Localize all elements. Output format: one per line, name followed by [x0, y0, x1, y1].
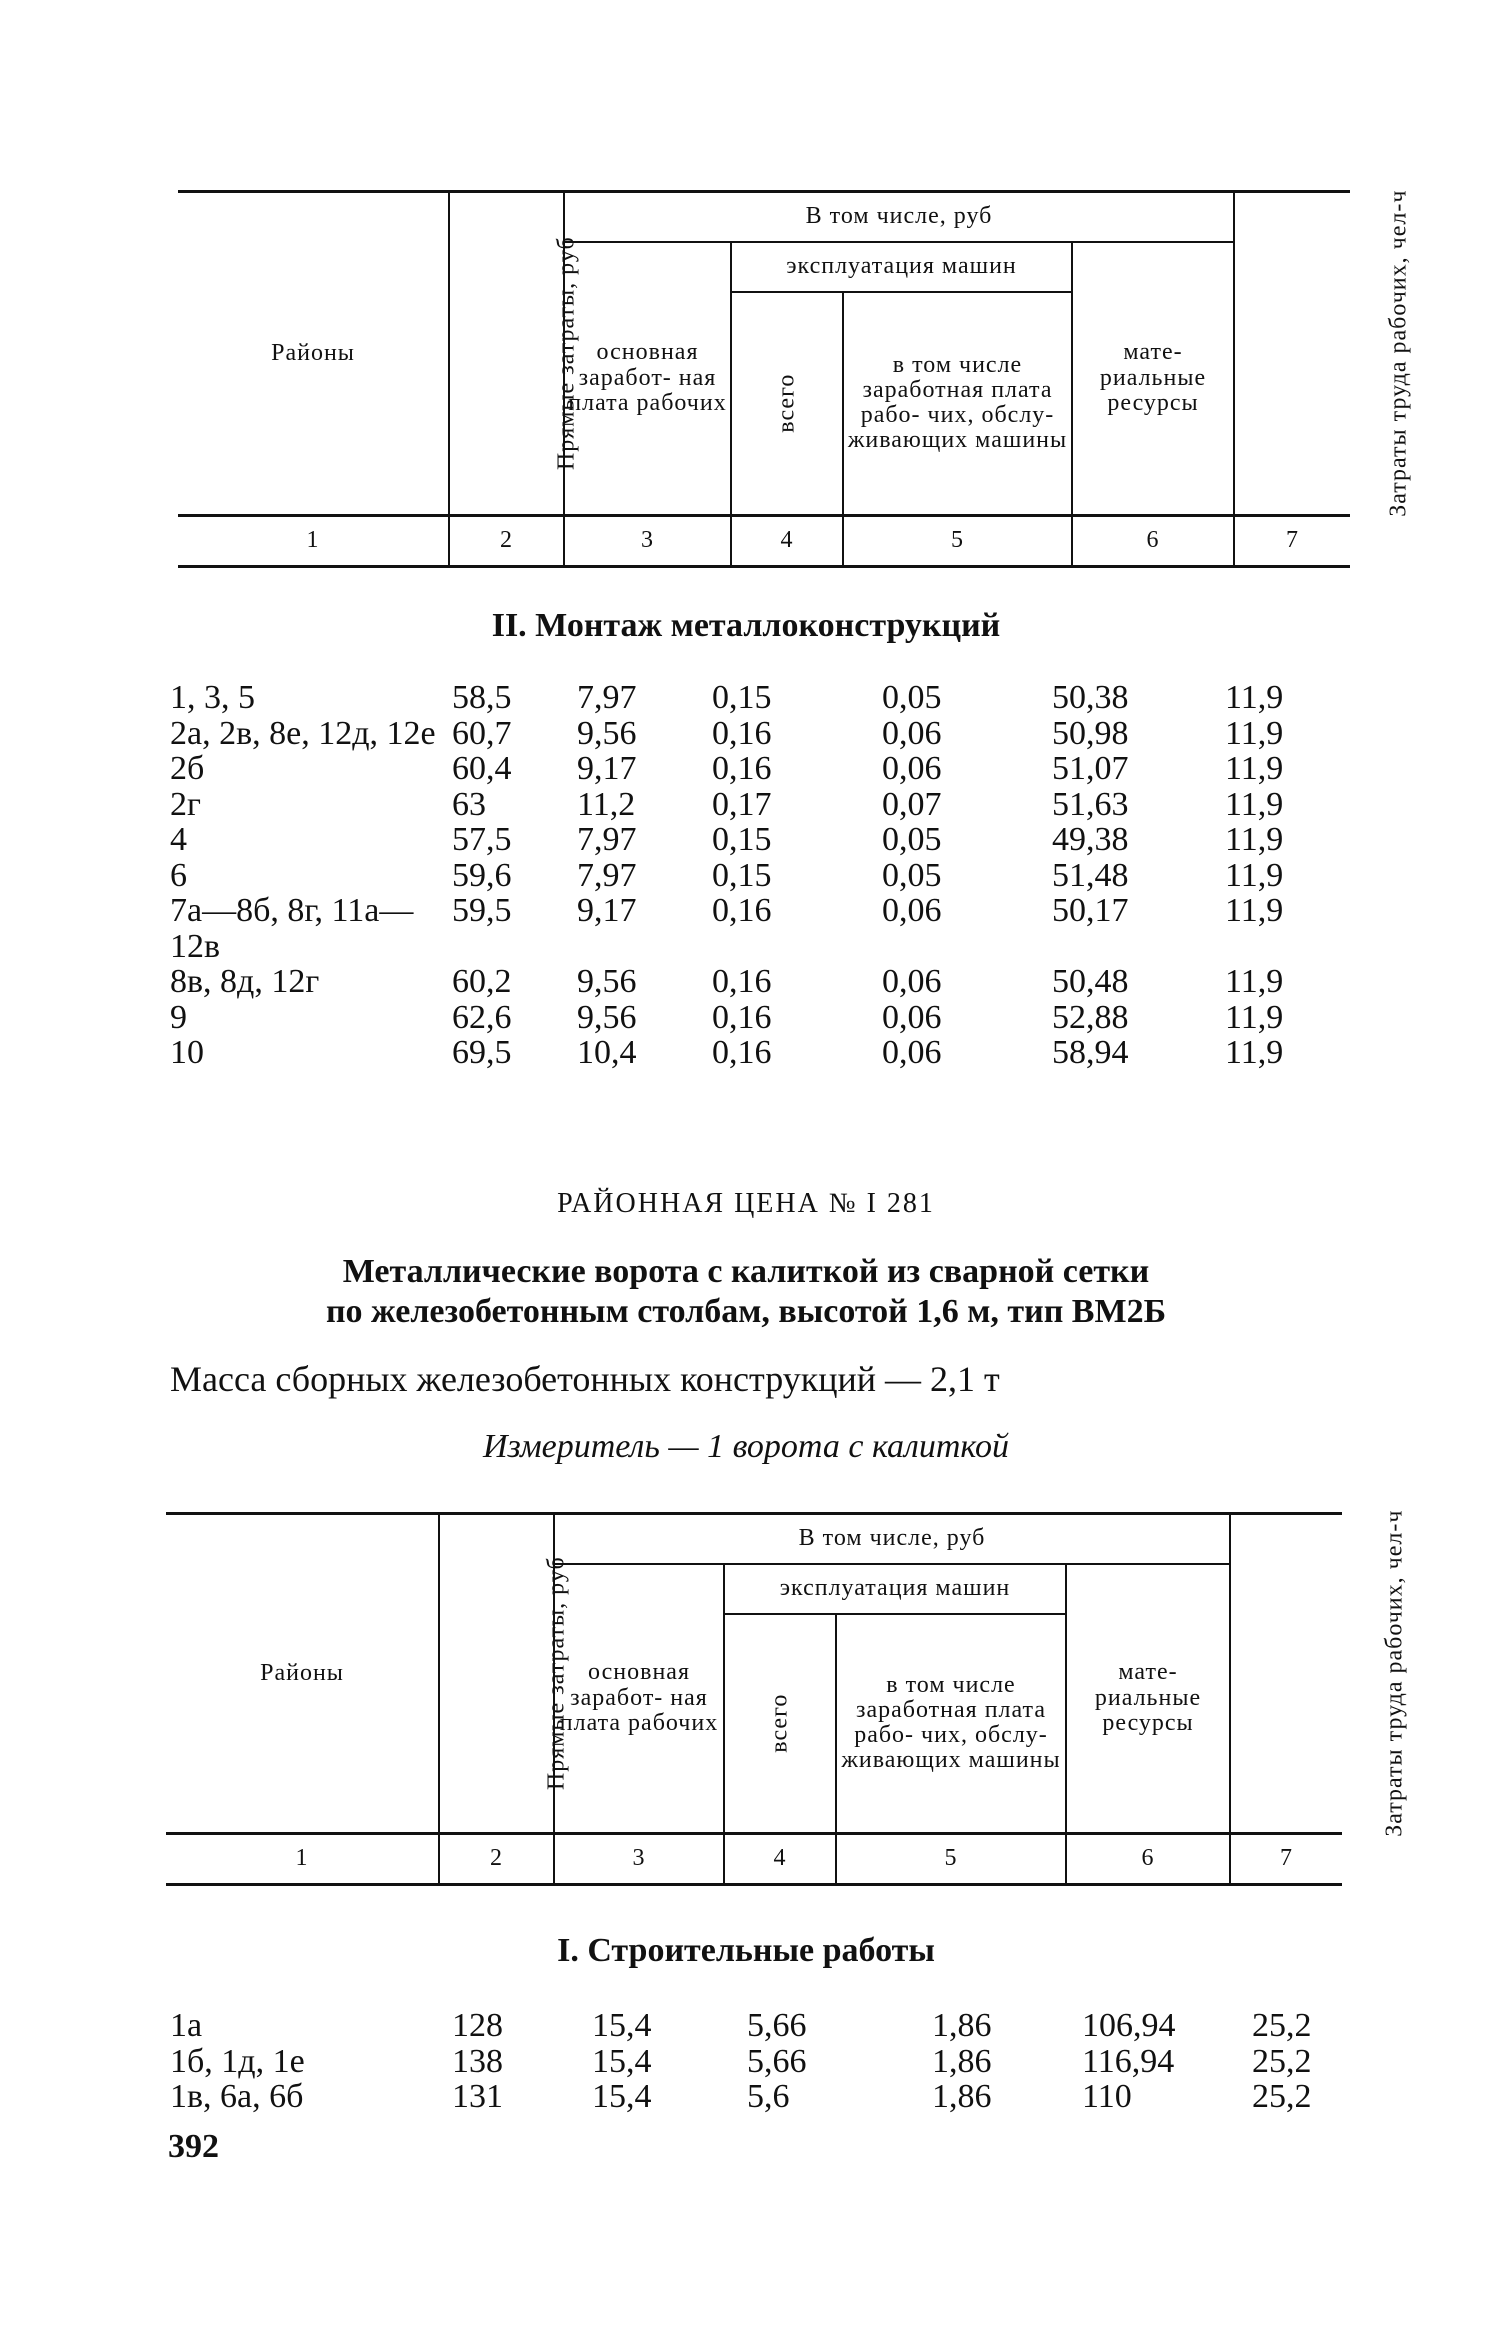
section-title: II. Монтаж металлоконструкций [491, 607, 1001, 644]
materials-cell: 110 [1082, 2078, 1132, 2115]
machine-total-cell: 5,6 [747, 2078, 790, 2115]
machine-total-cell: 0,16 [712, 892, 772, 929]
mass-note: Масса сборных железобетонных конструкций — 2,1 т [170, 1359, 1000, 1399]
col-number: 6 [1066, 1834, 1230, 1885]
region-cell: 1, 3, 5 [170, 679, 255, 716]
direct-costs-cell: 62,6 [452, 998, 512, 1036]
table1-body [170, 680, 1350, 1071]
materials-cell: 116,94 [1082, 2042, 1175, 2080]
base-wage-cell: 15,4 [592, 2042, 652, 2080]
direct-costs-cell: 131 [452, 2078, 503, 2115]
region-cell: 1а [170, 2007, 203, 2044]
col-machine-wage-header: в том числе заработная плата рабо- чих, обслу- живающих машины [843, 292, 1072, 516]
machine-wage-cell: 0,06 [882, 963, 942, 1000]
machine-wage-cell: 0,06 [882, 892, 942, 929]
col-labor-header: Затраты труда рабочих, чел-ч [1234, 192, 1350, 516]
col-total-header: всего [731, 292, 843, 516]
table-row [170, 893, 1350, 964]
col-including-header: В том числе, руб [554, 1514, 1230, 1564]
machine-total-cell: 5,66 [747, 2042, 807, 2080]
machine-wage-cell: 0,06 [882, 1034, 942, 1071]
machine-total-cell: 0,16 [712, 1034, 772, 1071]
base-wage-cell: 7,97 [577, 856, 637, 894]
base-wage-cell: 11,2 [577, 785, 636, 823]
item-title-line-1: Металлические ворота с калиткой из сварной сетки [342, 1253, 1150, 1290]
table-row [170, 822, 1350, 858]
machine-total-cell: 0,15 [712, 856, 772, 894]
direct-costs-cell: 138 [452, 2042, 503, 2080]
labor-cell: 11,9 [1225, 998, 1284, 1036]
labor-cell: 25,2 [1252, 2042, 1312, 2080]
machine-total-cell: 0,16 [712, 750, 772, 787]
machine-wage-cell: 0,05 [882, 821, 942, 858]
col-number: 7 [1234, 516, 1350, 567]
machine-total-cell: 0,16 [712, 963, 772, 1000]
materials-cell: 51,63 [1052, 785, 1129, 823]
materials-cell: 58,94 [1052, 1034, 1129, 1071]
col-number: 1 [166, 1834, 439, 1885]
region-cell: 8в, 8д, 12г [170, 963, 320, 1000]
labor-cell: 25,2 [1252, 2007, 1312, 2044]
col-number: 3 [564, 516, 731, 567]
region-cell: 1в, 6а, 6б [170, 2078, 304, 2115]
materials-cell: 50,98 [1052, 714, 1129, 752]
materials-cell: 50,38 [1052, 679, 1129, 716]
materials-cell: 52,88 [1052, 998, 1129, 1036]
labor-cell: 11,9 [1225, 1034, 1284, 1071]
labor-cell: 11,9 [1225, 963, 1284, 1000]
machine-wage-cell: 0,05 [882, 856, 942, 894]
col-machine-operation-header: эксплуатация машин [731, 242, 1072, 292]
region-cell: 7а—8б, 8г, 11а—12в [170, 892, 414, 965]
table2-body [170, 2008, 1350, 2115]
col-number: 2 [449, 516, 564, 567]
col-direct-costs-header: Прямые затраты, руб [449, 192, 564, 516]
base-wage-cell: 15,4 [592, 2007, 652, 2044]
base-wage-cell: 9,56 [577, 998, 637, 1036]
section-title: I. Строительные работы [557, 1932, 935, 1969]
col-number: 1 [178, 516, 449, 567]
col-materials-header: мате- риальные ресурсы [1072, 242, 1234, 516]
labor-cell: 11,9 [1225, 679, 1284, 716]
col-base-wage-header: основная заработ- ная плата рабочих [564, 242, 731, 516]
measure-note: Измеритель — 1 ворота с калиткой [482, 1428, 1009, 1465]
direct-costs-cell: 69,5 [452, 1034, 512, 1071]
materials-cell: 106,94 [1082, 2007, 1176, 2044]
table-row [170, 787, 1350, 823]
col-labor-header: Затраты труда рабочих, чел-ч [1230, 1514, 1342, 1834]
direct-costs-cell: 60,7 [452, 714, 512, 752]
region-cell: 2а, 2в, 8е, 12д, 12е [170, 714, 436, 752]
col-number: 3 [554, 1834, 724, 1885]
machine-wage-cell: 1,86 [932, 2007, 992, 2044]
direct-costs-cell: 59,6 [452, 856, 512, 894]
table-row [170, 716, 1350, 752]
machine-total-cell: 5,66 [747, 2007, 807, 2044]
machine-total-cell: 0,16 [712, 998, 772, 1036]
direct-costs-cell: 63 [452, 785, 486, 823]
col-including-header: В том числе, руб [564, 192, 1234, 242]
col-total-header: всего [724, 1614, 836, 1834]
machine-wage-cell: 0,07 [882, 785, 942, 823]
region-cell: 9 [170, 998, 187, 1036]
materials-cell: 51,48 [1052, 856, 1129, 894]
base-wage-cell: 9,56 [577, 963, 637, 1000]
labor-cell: 11,9 [1225, 785, 1284, 823]
col-machine-wage-header: в том числе заработная плата рабо- чих, обслу- живающих машины [836, 1614, 1066, 1834]
direct-costs-cell: 128 [452, 2007, 503, 2044]
base-wage-cell: 7,97 [577, 679, 637, 716]
table-row [170, 2079, 1350, 2115]
col-regions-header: Районы [178, 192, 449, 516]
rate-title: РАЙОННАЯ ЦЕНА № I 281 [557, 1188, 935, 1219]
region-cell: 6 [170, 856, 187, 894]
table-row [170, 1035, 1350, 1071]
base-wage-cell: 7,97 [577, 821, 637, 858]
table-row [170, 2008, 1350, 2044]
direct-costs-cell: 59,5 [452, 892, 512, 929]
col-number: 4 [724, 1834, 836, 1885]
col-number: 6 [1072, 516, 1234, 567]
labor-cell: 11,9 [1225, 892, 1284, 929]
machine-wage-cell: 0,06 [882, 714, 942, 752]
machine-wage-cell: 1,86 [932, 2042, 992, 2080]
base-wage-cell: 9,17 [577, 892, 637, 929]
col-machine-operation-header: эксплуатация машин [724, 1564, 1066, 1614]
direct-costs-cell: 58,5 [452, 679, 512, 716]
region-cell: 10 [170, 1034, 204, 1071]
labor-cell: 11,9 [1225, 750, 1284, 787]
region-cell: 2б [170, 750, 205, 787]
table-row [170, 858, 1350, 894]
materials-cell: 49,38 [1052, 821, 1129, 858]
col-number: 4 [731, 516, 843, 567]
machine-wage-cell: 1,86 [932, 2078, 992, 2115]
base-wage-cell: 9,56 [577, 714, 637, 752]
col-base-wage-header: основная заработ- ная плата рабочих [554, 1564, 724, 1834]
machine-total-cell: 0,15 [712, 821, 772, 858]
col-number: 5 [836, 1834, 1066, 1885]
materials-cell: 50,48 [1052, 963, 1129, 1000]
region-cell: 2г [170, 785, 201, 823]
item-title-line-2: по железобетонным столбам, высотой 1,6 м, тип ВМ2Б [325, 1293, 1167, 1330]
machine-wage-cell: 0,06 [882, 750, 942, 787]
machine-wage-cell: 0,05 [882, 679, 942, 716]
materials-cell: 50,17 [1052, 892, 1129, 929]
machine-total-cell: 0,15 [712, 679, 772, 716]
direct-costs-cell: 57,5 [452, 821, 512, 858]
table-row [170, 1000, 1350, 1036]
machine-total-cell: 0,17 [712, 785, 772, 823]
table-row [170, 2044, 1350, 2080]
base-wage-cell: 15,4 [592, 2078, 652, 2115]
col-number: 2 [439, 1834, 554, 1885]
table2-header [166, 1509, 1408, 1886]
base-wage-cell: 10,4 [577, 1034, 637, 1071]
machine-wage-cell: 0,06 [882, 998, 942, 1036]
table1-header [178, 189, 1412, 568]
labor-cell: 11,9 [1225, 714, 1284, 752]
col-direct-costs-header: Прямые затраты, руб [439, 1514, 554, 1834]
direct-costs-cell: 60,4 [452, 750, 512, 787]
machine-total-cell: 0,16 [712, 714, 772, 752]
col-number: 5 [843, 516, 1072, 567]
table-row [170, 964, 1350, 1000]
labor-cell: 11,9 [1225, 821, 1284, 858]
direct-costs-cell: 60,2 [452, 963, 512, 1000]
base-wage-cell: 9,17 [577, 750, 637, 787]
table-row [170, 680, 1350, 716]
region-cell: 4 [170, 821, 187, 858]
region-cell: 1б, 1д, 1е [170, 2042, 305, 2080]
col-materials-header: мате- риальные ресурсы [1066, 1564, 1230, 1834]
col-number: 7 [1230, 1834, 1342, 1885]
table-row [170, 751, 1350, 787]
col-regions-header: Районы [166, 1514, 439, 1834]
labor-cell: 25,2 [1252, 2078, 1312, 2115]
materials-cell: 51,07 [1052, 750, 1129, 787]
labor-cell: 11,9 [1225, 856, 1284, 894]
page-number: 392 [168, 2128, 219, 2165]
